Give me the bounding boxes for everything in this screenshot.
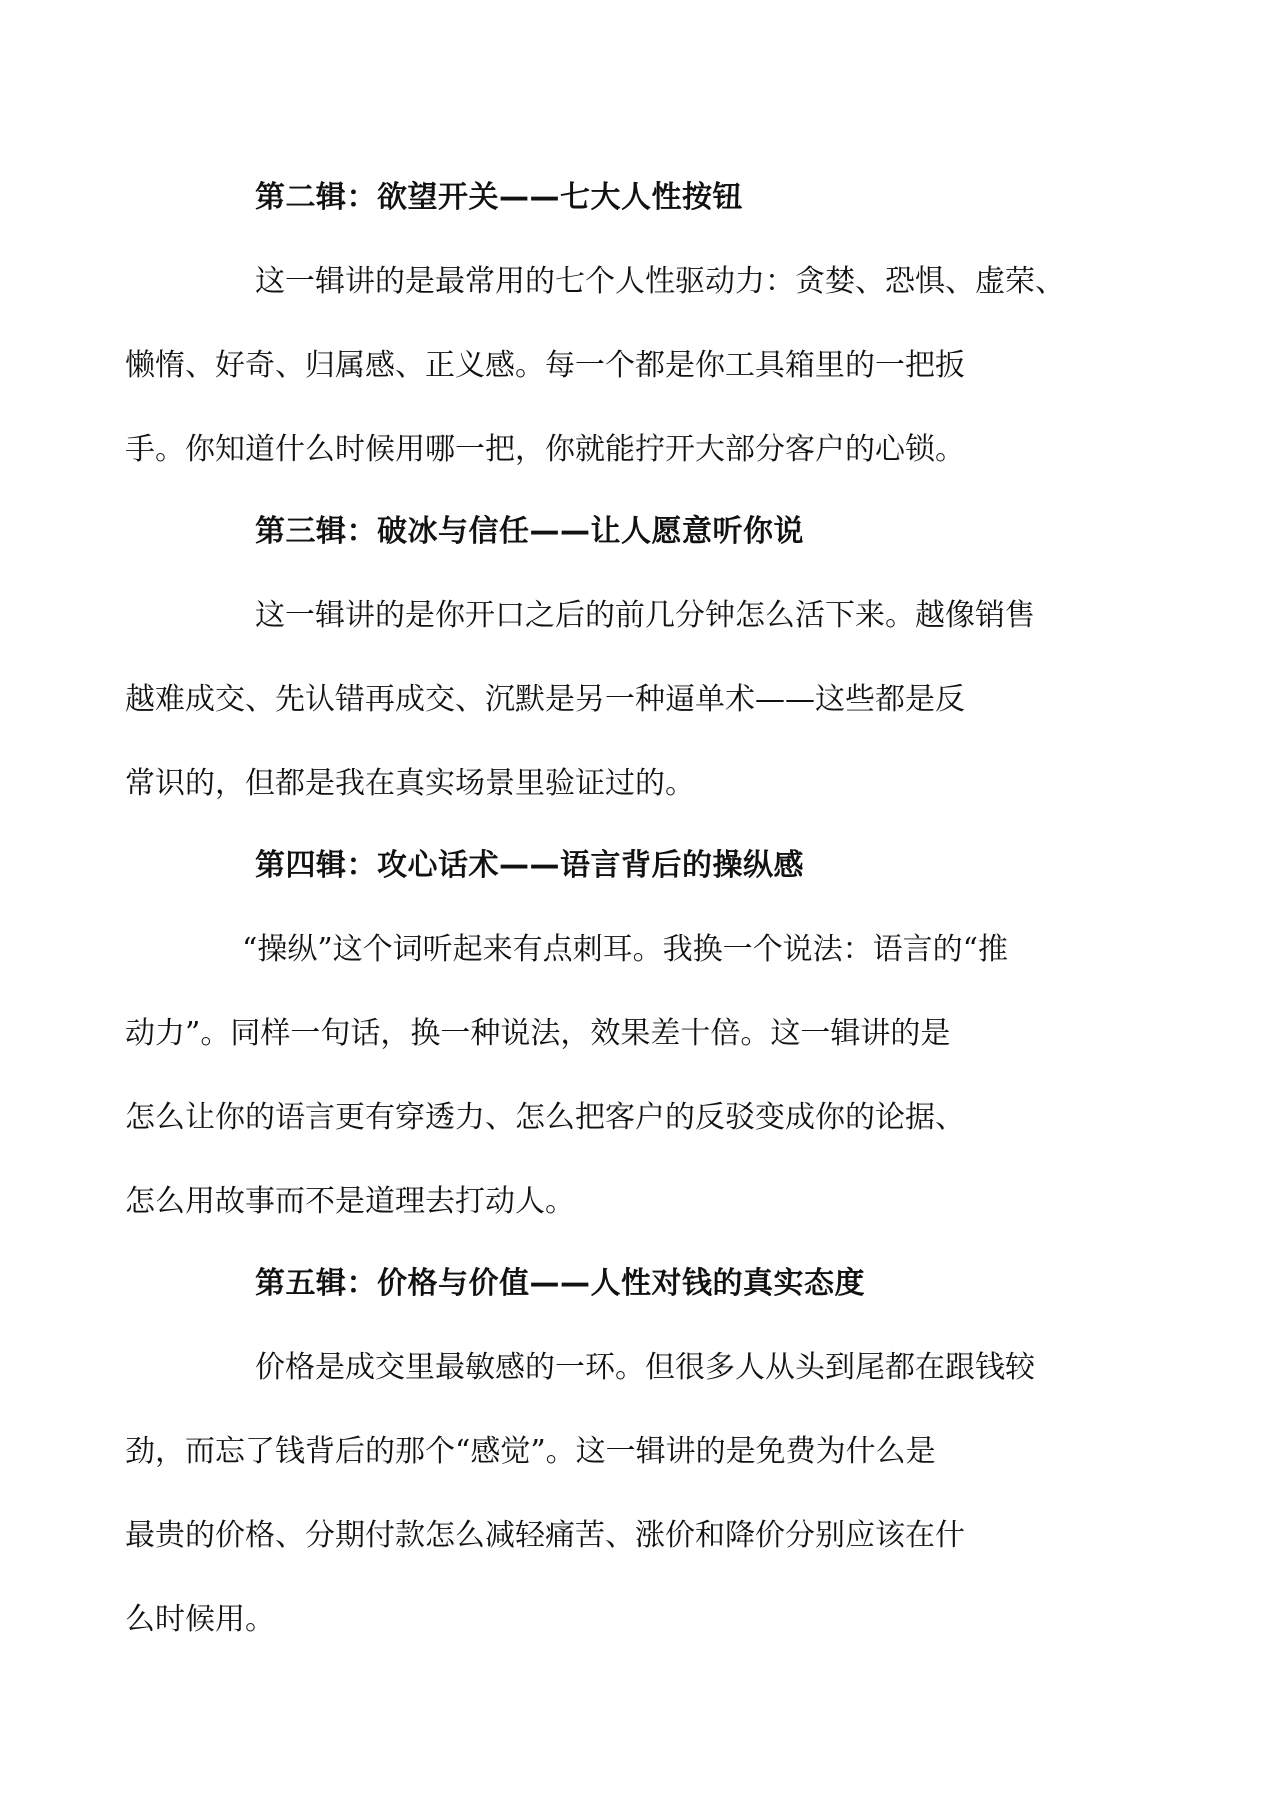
paragraph-line: 怎么用故事而不是道理去打动人。 [125,1184,575,1219]
section-paragraph [125,908,1090,1244]
paragraph-line: 懒惰、好奇、归属感、正义感。每一个都是你工具箱里的一把扳 [125,348,965,383]
paragraph-line: 怎么让你的语言更有穿透力、怎么把客户的反驳变成你的论据、 [125,1100,965,1135]
section-2 [125,168,1090,492]
document-body [125,168,1090,1672]
section-heading: 第二辑：欲望开关——七大人性按钮 [255,180,743,215]
section-heading: 第五辑：价格与价值——人性对钱的真实态度 [255,1266,865,1301]
section-paragraph [125,240,1090,492]
paragraph-line: “操纵”这个词听起来有点刺耳。我换一个说法：语言的“推 [242,932,1009,967]
paragraph-line: 劲，而忘了钱背后的那个“感觉”。这一辑讲的是免费为什么是 [125,1434,936,1469]
section-3 [125,502,1090,826]
paragraph-line: 越难成交、先认错再成交、沉默是另一种逼单术——这些都是反 [125,682,965,717]
section-4 [125,836,1090,1244]
paragraph-line: 这一辑讲的是你开口之后的前几分钟怎么活下来。越像销售 [255,598,1035,633]
section-heading: 第四辑：攻心话术——语言背后的操纵感 [255,848,804,883]
section-paragraph [125,1326,1090,1662]
paragraph-line: 价格是成交里最敏感的一环。但很多人从头到尾都在跟钱较 [255,1350,1035,1385]
section-5 [125,1254,1090,1662]
section-heading: 第三辑：破冰与信任——让人愿意听你说 [255,514,804,549]
paragraph-line: 动力”。同样一句话，换一种说法，效果差十倍。这一辑讲的是 [125,1016,951,1051]
paragraph-line: 么时候用。 [125,1602,275,1637]
paragraph-line: 这一辑讲的是最常用的七个人性驱动力：贪婪、恐惧、虚荣、 [255,264,1065,299]
paragraph-line: 手。你知道什么时候用哪一把，你就能拧开大部分客户的心锁。 [125,432,965,467]
section-paragraph [125,574,1090,826]
paragraph-line: 常识的，但都是我在真实场景里验证过的。 [125,766,695,801]
paragraph-line: 最贵的价格、分期付款怎么减轻痛苦、涨价和降价分别应该在什 [125,1518,965,1553]
